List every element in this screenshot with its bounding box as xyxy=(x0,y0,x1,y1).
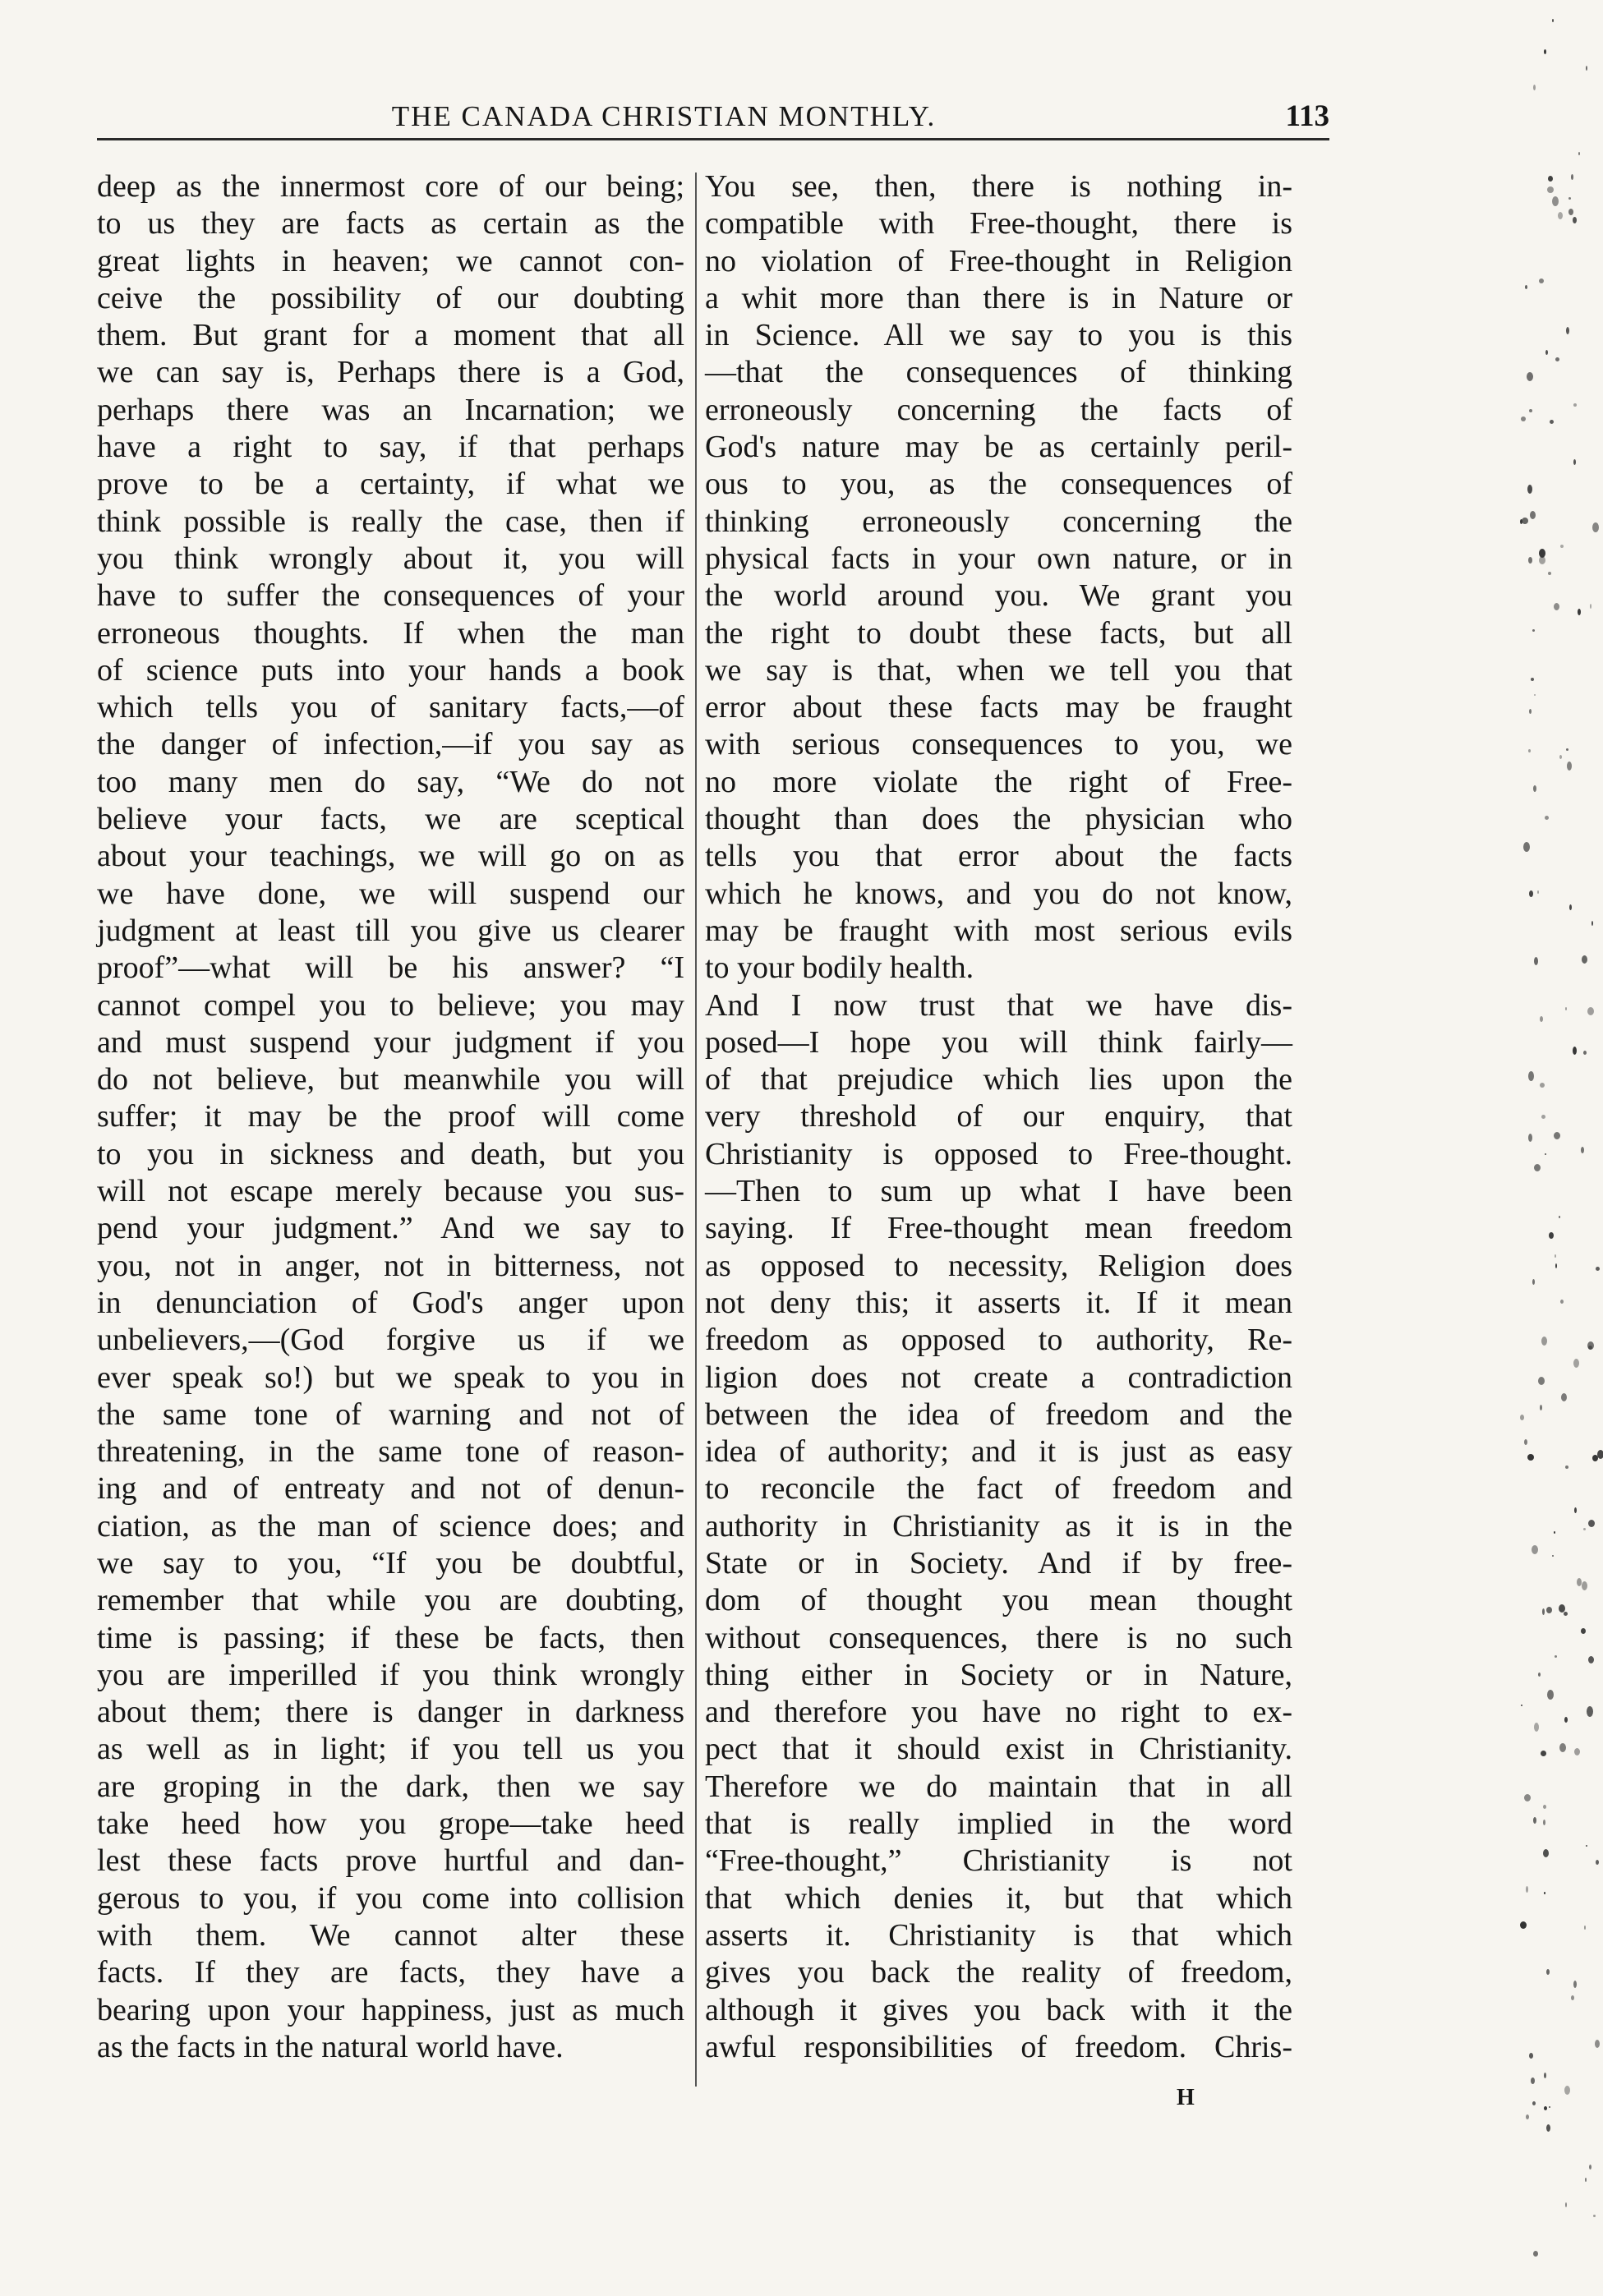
speck xyxy=(1541,1751,1546,1756)
speck xyxy=(1577,1578,1582,1586)
text-line: Christianity is opposed to Free-thought. xyxy=(705,1136,1292,1171)
speck xyxy=(1534,1164,1541,1171)
text-line: —Then to sum up what I have been xyxy=(705,1174,1292,1209)
text-line: as opposed to necessity, Religion does xyxy=(705,1248,1292,1283)
text-line: Therefore we do maintain that in all xyxy=(705,1769,1292,1804)
text-line: very threshold of our enquiry, that xyxy=(705,1099,1292,1134)
speck xyxy=(1543,1820,1545,1825)
speck xyxy=(1534,957,1538,965)
speck xyxy=(1545,816,1549,820)
text-line: to reconcile the fact of freedom and xyxy=(705,1471,1292,1507)
speck xyxy=(1526,2114,1529,2119)
speck xyxy=(1533,1817,1536,1824)
text-line: error about these facts may be fraught xyxy=(705,690,1292,725)
speck xyxy=(1587,1341,1594,1350)
text-line: although it gives you back with it the xyxy=(705,1992,1292,2027)
page-number: 113 xyxy=(1285,99,1329,133)
text-line: awful responsibilities of freedom. Chris- xyxy=(705,2029,1292,2064)
text-line: great lights in heaven; we cannot con- xyxy=(97,243,684,278)
speck xyxy=(1528,749,1531,752)
speck xyxy=(1586,1845,1587,1847)
speck xyxy=(1591,921,1593,926)
text-line: thought than does the physician who xyxy=(705,802,1292,837)
column-divider xyxy=(695,173,697,2087)
speck xyxy=(1532,1279,1535,1285)
speck xyxy=(1546,2124,1550,2132)
speck xyxy=(1566,327,1569,334)
text-line: to you in sickness and death, but you xyxy=(97,1136,684,1171)
text-line: are groping in the dark, then we say xyxy=(97,1769,684,1804)
speck xyxy=(1537,890,1539,894)
speck xyxy=(1587,1007,1594,1015)
speck xyxy=(1532,629,1535,632)
speck xyxy=(1559,1743,1566,1752)
speck xyxy=(1546,1607,1552,1613)
speck xyxy=(1531,678,1534,681)
text-line: we say to you, “If you be doubtful, xyxy=(97,1545,684,1581)
text-line: about them; there is danger in darkness xyxy=(97,1695,684,1730)
text-line: ever speak so!) but we speak to you in xyxy=(97,1360,684,1395)
text-line: time is passing; if these be facts, then xyxy=(97,1620,684,1655)
speck xyxy=(1565,2202,1567,2207)
text-line: think possible is really the case, then if xyxy=(97,504,684,539)
text-line: to your bodily health. xyxy=(705,950,974,986)
text-line: will not escape merely because you sus- xyxy=(97,1174,684,1209)
text-line: that which denies it, but that which xyxy=(705,1880,1292,1916)
speck xyxy=(1549,1232,1554,1239)
text-line: tells you that error about the facts xyxy=(705,839,1292,874)
text-line: pect that it should exist in Christianity. xyxy=(705,1732,1292,1767)
speck xyxy=(1567,761,1572,771)
speck xyxy=(1520,1921,1527,1929)
speck xyxy=(1581,1147,1584,1153)
speck xyxy=(1587,1706,1593,1717)
speck xyxy=(1582,1581,1587,1590)
speck xyxy=(1524,1439,1527,1445)
signature-mark: H xyxy=(1177,2085,1195,2110)
text-line: perhaps there was an Incarnation; we xyxy=(97,392,684,427)
speck xyxy=(1552,1555,1554,1557)
speck xyxy=(1595,2040,1600,2048)
speck xyxy=(1560,545,1564,548)
speck xyxy=(1573,403,1577,407)
speck xyxy=(1555,357,1559,361)
speck xyxy=(1569,904,1572,910)
text-line: asserts it. Christianity is that which xyxy=(705,1917,1292,1953)
speck xyxy=(1521,416,1526,421)
text-line: threatening, in the same tone of reason- xyxy=(97,1434,684,1470)
text-line: freedom as opposed to authority, Re- xyxy=(705,1323,1292,1358)
speck xyxy=(1541,1115,1545,1119)
text-line: —that the consequences of thinking xyxy=(705,355,1292,390)
text-line: a whit more than there is in Nature or xyxy=(705,280,1292,315)
text-line: and therefore you have no right to ex- xyxy=(705,1695,1292,1730)
speck xyxy=(1559,755,1562,759)
text-line: believe your facts, we are sceptical xyxy=(97,802,684,837)
speck xyxy=(1554,603,1559,610)
speck xyxy=(1588,1520,1595,1527)
speck xyxy=(1540,1016,1543,1022)
text-line: have a right to say, if that perhaps xyxy=(97,430,684,465)
speck xyxy=(1564,1717,1568,1723)
speck xyxy=(1530,511,1536,519)
text-line: dom of thought you mean thought xyxy=(705,1583,1292,1618)
speck xyxy=(1523,842,1530,852)
speck xyxy=(1550,420,1554,424)
speck xyxy=(1596,1860,1599,1865)
speck xyxy=(1571,1995,1574,2000)
text-line: of science puts into your hands a book xyxy=(97,652,684,688)
speck xyxy=(1585,2178,1587,2182)
speck xyxy=(1547,1690,1554,1700)
running-head xyxy=(97,97,1329,140)
speck xyxy=(1529,709,1532,714)
text-line: without consequences, there is no such xyxy=(705,1620,1292,1655)
text-line: which he knows, and you do not know, xyxy=(705,876,1292,911)
text-line: gerous to you, if you come into collision xyxy=(97,1880,684,1916)
speck xyxy=(1538,1377,1545,1385)
speck xyxy=(1534,694,1536,696)
speck xyxy=(1555,1254,1556,1258)
text-line: you think wrongly about it, you will xyxy=(97,541,684,576)
scan-edge-artifacts xyxy=(1520,0,1603,2296)
text-line: may be fraught with most serious evils xyxy=(705,913,1292,948)
text-line: the same tone of warning and not of xyxy=(97,1396,684,1432)
text-line: no violation of Free-thought in Religion xyxy=(705,243,1292,278)
text-line: with serious consequences to you, we xyxy=(705,727,1292,762)
speck xyxy=(1532,2101,1536,2105)
text-line: ligion does not create a contradiction xyxy=(705,1360,1292,1395)
speck xyxy=(1539,549,1545,558)
speck xyxy=(1565,1465,1568,1469)
speck xyxy=(1590,604,1591,609)
speck xyxy=(1578,152,1580,155)
text-line: ciation, as the man of science does; and xyxy=(97,1508,684,1544)
text-line: the world around you. We grant you xyxy=(705,578,1292,614)
text-line: facts. If they are facts, they have a xyxy=(97,1955,684,1990)
speck xyxy=(1541,1337,1547,1346)
speck xyxy=(1552,19,1554,22)
text-line: the right to doubt these facts, but all xyxy=(705,615,1292,651)
speck xyxy=(1544,2073,1546,2078)
speck xyxy=(1581,1628,1586,1634)
speck xyxy=(1589,2165,1591,2169)
text-line: of that prejudice which lies upon the xyxy=(705,1062,1292,1097)
text-line: as the facts in the natural world have. xyxy=(97,2029,564,2064)
speck xyxy=(1549,2106,1550,2108)
speck xyxy=(1593,2215,1596,2217)
speck xyxy=(1568,209,1573,215)
speck xyxy=(1559,1216,1560,1218)
text-line: lest these facts prove hurtful and dan- xyxy=(97,1843,684,1879)
text-line: suffer; it may be the proof will come xyxy=(97,1099,684,1134)
running-title: THE CANADA CHRISTIAN MONTHLY. xyxy=(391,100,937,132)
text-line: State or in Society. And if by free- xyxy=(705,1545,1292,1581)
text-line: not deny this; it asserts it. If it mean xyxy=(705,1285,1292,1320)
speck xyxy=(1552,196,1559,206)
speck xyxy=(1538,1673,1541,1677)
speck xyxy=(1528,1071,1534,1081)
text-line: pend your judgment.” And we say to xyxy=(97,1211,684,1246)
speck xyxy=(1544,1892,1545,1894)
text-line: take heed how you grope—take heed xyxy=(97,1806,684,1842)
text-line: physical facts in your own nature, or in xyxy=(705,541,1292,576)
text-line: about your teachings, we will go on as xyxy=(97,839,684,874)
text-line: too many men do say, “We do not xyxy=(97,764,684,799)
text-line: you, not in anger, not in bitterness, not xyxy=(97,1248,684,1283)
text-line: compatible with Free-thought, there is xyxy=(705,206,1292,242)
text-line: with them. We cannot alter these xyxy=(97,1917,684,1953)
speck xyxy=(1534,1723,1539,1732)
speck xyxy=(1533,2251,1538,2257)
speck xyxy=(1566,748,1568,751)
speck xyxy=(1532,1545,1538,1554)
text-line: bearing upon your happiness, just as much xyxy=(97,1992,684,2027)
text-line: gives you back the reality of freedom, xyxy=(705,1955,1292,1990)
right-text-column xyxy=(705,168,1292,2066)
text-line: in denunciation of God's anger upon xyxy=(97,1285,684,1320)
speck xyxy=(1539,278,1544,283)
text-line: do not believe, but meanwhile you will xyxy=(97,1062,684,1097)
text-line: no more violate the right of Free- xyxy=(705,764,1292,799)
speck xyxy=(1568,197,1571,200)
speck xyxy=(1573,217,1577,223)
text-line: as well as in light; if you tell us you xyxy=(97,1732,684,1767)
speck xyxy=(1597,1450,1603,1459)
speck xyxy=(1564,2086,1570,2095)
speck xyxy=(1531,2077,1535,2084)
text-line: erroneously concerning the facts of xyxy=(705,392,1292,427)
speck xyxy=(1520,519,1522,524)
speck xyxy=(1527,1454,1534,1461)
text-line: thing either in Society or in Nature, xyxy=(705,1657,1292,1692)
speck xyxy=(1529,409,1532,412)
speck xyxy=(1521,1705,1522,1706)
text-line: between the idea of freedom and the xyxy=(705,1396,1292,1432)
speck xyxy=(1573,459,1576,465)
text-line: in Science. All we say to you is this xyxy=(705,318,1292,353)
text-line: God's nature may be as certainly peril- xyxy=(705,430,1292,465)
text-line: You see, then, there is nothing in- xyxy=(705,169,1292,204)
text-line: ceive the possibility of our doubting xyxy=(97,280,684,315)
text-line: thinking erroneously concerning the xyxy=(705,504,1292,539)
text-line: that is really implied in the word xyxy=(705,1806,1292,1842)
speck xyxy=(1529,2053,1533,2059)
speck xyxy=(1548,572,1551,575)
text-line: remember that while you are doubting, xyxy=(97,1583,684,1618)
text-line: ing and of entreaty and not of denun- xyxy=(97,1471,684,1507)
text-line: to us they are facts as certain as the xyxy=(97,206,684,242)
speck xyxy=(1558,212,1563,219)
speck xyxy=(1527,485,1532,494)
text-line: erroneous thoughts. If when the man xyxy=(97,615,684,651)
speck xyxy=(1547,186,1554,193)
text-line: cannot compel you to believe; you may xyxy=(97,987,684,1023)
speck xyxy=(1525,285,1527,289)
speck xyxy=(1548,176,1553,182)
speck xyxy=(1578,609,1581,615)
speck xyxy=(1533,85,1536,90)
speck xyxy=(1586,66,1587,71)
speck xyxy=(1560,1300,1564,1304)
speck xyxy=(1546,1969,1550,1975)
text-line: And I now trust that we have dis- xyxy=(705,987,1292,1023)
speck xyxy=(1592,1455,1598,1461)
speck xyxy=(1561,1393,1567,1401)
speck xyxy=(1543,1805,1546,1809)
text-line: idea of authority; and it is just as easy xyxy=(705,1434,1292,1470)
speck xyxy=(1584,1926,1586,1930)
text-line: we say is that, when we tell you that xyxy=(705,652,1292,688)
speck xyxy=(1574,1748,1580,1755)
speck xyxy=(1543,1849,1549,1857)
text-line: “Free-thought,” Christianity is not xyxy=(705,1843,1292,1879)
text-line: ous to you, as the consequences of xyxy=(705,467,1292,502)
text-line: and must suspend your judgment if you xyxy=(97,1024,684,1060)
speck xyxy=(1524,1794,1531,1801)
speck xyxy=(1526,1886,1528,1893)
speck xyxy=(1573,1047,1577,1055)
left-text-column xyxy=(97,168,684,2066)
speck xyxy=(1544,49,1546,54)
speck xyxy=(1554,1531,1555,1534)
speck xyxy=(1596,1267,1600,1271)
speck xyxy=(1564,1612,1568,1616)
speck xyxy=(1540,1083,1545,1088)
text-line: authority in Christianity as it is in the xyxy=(705,1508,1292,1544)
speck xyxy=(1583,1051,1587,1055)
text-line: judgment at least till you give us clearer xyxy=(97,913,684,948)
text-line: proof”—what will be his answer? “I xyxy=(97,950,684,986)
speck xyxy=(1527,372,1533,381)
speck xyxy=(1571,174,1573,180)
speck xyxy=(1588,1656,1594,1663)
speck xyxy=(1545,1153,1546,1155)
text-line: prove to be a certainty, if what we xyxy=(97,467,684,502)
speck xyxy=(1540,1405,1542,1410)
speck xyxy=(1583,1528,1586,1530)
speck xyxy=(1555,1655,1557,1658)
speck xyxy=(1574,1507,1577,1513)
speck xyxy=(1520,1415,1524,1420)
speck xyxy=(1528,557,1532,564)
speck xyxy=(1533,785,1536,792)
text-line: we have done, we will suspend our xyxy=(97,876,684,911)
speck xyxy=(1555,1263,1557,1268)
speck xyxy=(1542,1608,1545,1615)
text-line: unbelievers,—(God forgive us if we xyxy=(97,1323,684,1358)
text-line: we can say is, Perhaps there is a God, xyxy=(97,355,684,390)
speck xyxy=(1528,1134,1532,1142)
text-line: which tells you of sanitary facts,—of xyxy=(97,690,684,725)
speck xyxy=(1522,518,1528,524)
text-line: posed—I hope you will think fairly— xyxy=(705,1024,1292,1060)
speck xyxy=(1582,955,1587,964)
speck xyxy=(1573,1359,1579,1368)
speck xyxy=(1592,522,1599,532)
text-line: them. But grant for a moment that all xyxy=(97,318,684,353)
speck xyxy=(1554,1132,1560,1139)
text-line: you are imperilled if you think wrongly xyxy=(97,1657,684,1692)
speck xyxy=(1573,1981,1577,1988)
text-line: the danger of infection,—if you say as xyxy=(97,727,684,762)
speck xyxy=(1529,890,1533,897)
text-line: deep as the innermost core of our being; xyxy=(97,169,684,204)
speck xyxy=(1565,1007,1567,1010)
speck xyxy=(1544,2106,1547,2110)
text-line: have to suffer the consequences of your xyxy=(97,578,684,614)
text-line: saying. If Free-thought mean freedom xyxy=(705,1211,1292,1246)
speck xyxy=(1545,350,1548,355)
